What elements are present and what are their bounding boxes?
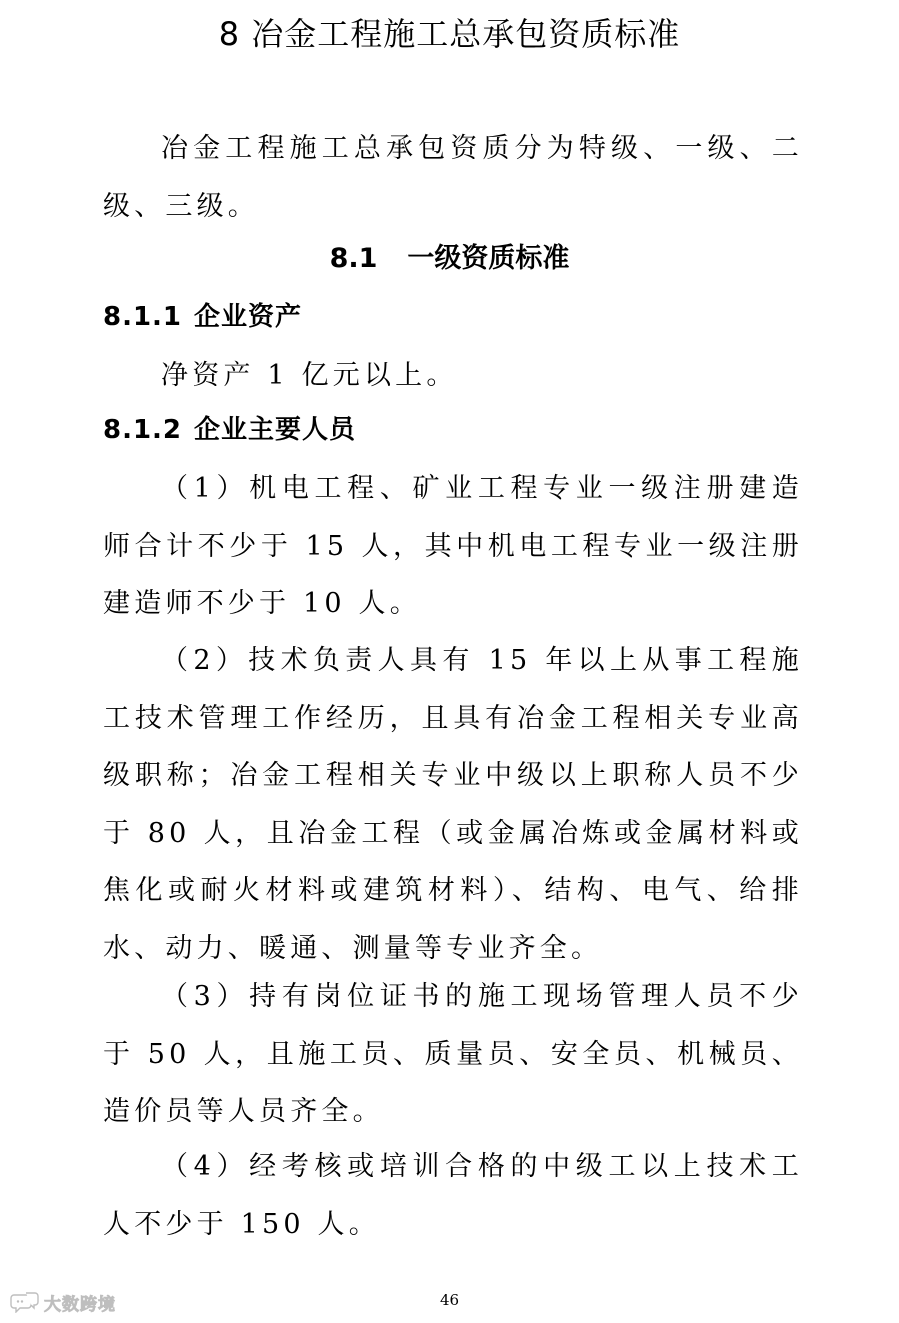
section-heading-8-1 [0, 239, 899, 279]
section-title: 企业主要人员 [194, 415, 357, 445]
intro-paragraph: 冶金工程施工总承包资质分为特级、一级、二级、三级。 [103, 133, 803, 222]
personnel-item-3: （3）持有岗位证书的施工现场管理人员不少于 50 人，且施工员、质量员、安全员、机械员、造价员等人员齐全。 [103, 981, 803, 1127]
personnel-item-1: （1）机电工程、矿业工程专业一级注册建造师合计不少于 15 人，其中机电工程专业一级注册建造师不少于 10 人。 [103, 473, 803, 619]
watermark [10, 1290, 116, 1314]
personnel-item-2: （2）技术负责人具有 15 年以上从事工程施工技术管理工作经历，且具有冶金工程相关专业高级职称；冶金工程相关专业中级以上职称人员不少于 80 人，且冶金工程（或金属冶炼或金属材料或焦化或耐火材料或建筑材料）、结构、电气、给排水、动力、暖通、测量等专业齐全。 [103, 645, 803, 964]
section-number: 8.1 [329, 243, 378, 274]
section-heading-8-1-2 [103, 410, 356, 450]
personnel-item-4: （4）经考核或培训合格的中级工以上技术工人不少于 150 人。 [103, 1151, 803, 1240]
page-title: 8 冶金工程施工总承包资质标准 [218, 15, 681, 53]
net-assets-paragraph: 净资产 1 亿元以上。 [161, 360, 458, 391]
watermark-text: 大数跨境 [44, 1294, 116, 1315]
section-heading-8-1-1 [103, 297, 302, 337]
page-number: 46 [439, 1291, 460, 1309]
chat-bubble-logo-icon [10, 1291, 40, 1313]
section-title: 企业资产 [194, 302, 303, 332]
section-number: 8.1.1 [103, 302, 183, 332]
section-title: 一级资质标准 [407, 243, 570, 274]
section-number: 8.1.2 [103, 415, 183, 445]
